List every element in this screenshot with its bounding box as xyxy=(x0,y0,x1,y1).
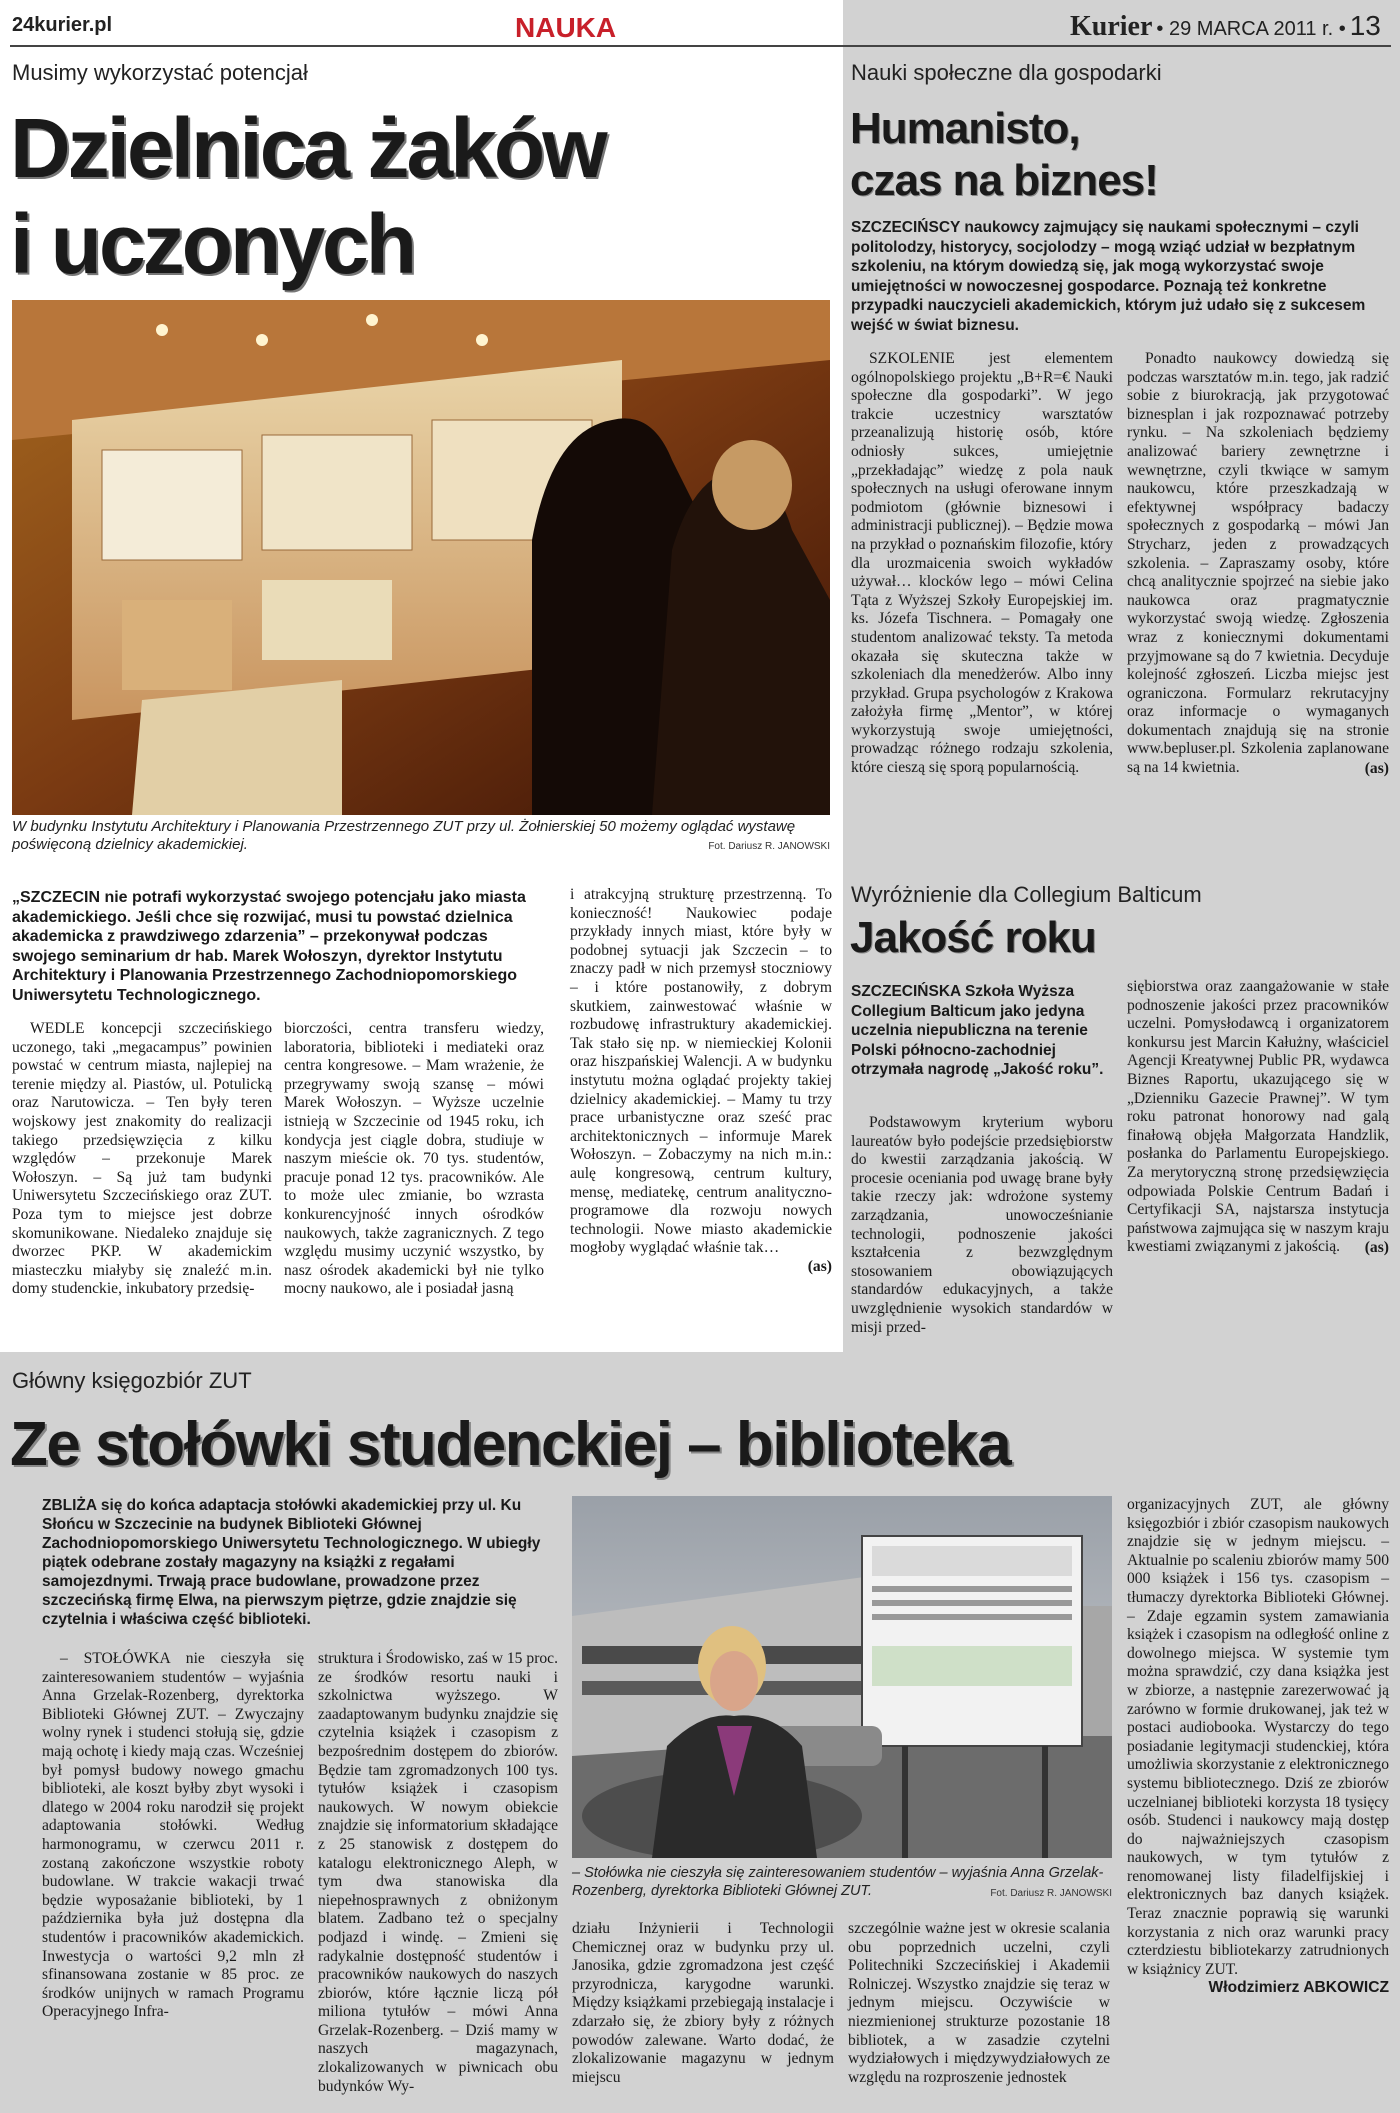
article4-col3 xyxy=(572,1920,834,2087)
article1-col1 xyxy=(12,1020,272,1299)
article4-kicker: Główny księgozbiór ZUT xyxy=(12,1368,252,1393)
page-number: 13 xyxy=(1349,10,1381,41)
library-photo xyxy=(572,1496,1112,1858)
article1-title xyxy=(10,100,605,292)
article3-signature: (as) xyxy=(1364,1238,1389,1256)
article4-col2 xyxy=(318,1650,558,2096)
article1-title-line1: Dzielnica żaków xyxy=(10,101,605,195)
article2-col2-text: Ponadto naukowcy dowiedzą się podczas warsztatów m.in. tego, jak radzić sobie z biurokracją, jak przygotować biznesplan i jak rozpoznawać potrzeby rynku. – Na szkoleniach będziemy analizować bariery zewnętrzne i wewnętrzne, czyli tkwiące w samym naukowcu, które przeszkadzają w efektywnej współpracy badaczy społecznych z gospodarką – mówi Jan Strycharz, jeden z prowadzących szkolenia. – Zapraszamy osoby, które chcą analitycznie spojrzeć na siebie jako naukowca oraz pragmatycznie wykorzystać swoją wiedzę. Zgłoszenia wraz z koniecznymi dokumentami przyjmowane są do 7 kwietnia. Decyduje kolejność zgłoszeń. Liczba miejsc jest ograniczona. Formularz rekrutacyjny oraz informacje o wymaganych dokumentach znajdują się na stronie www.bepluser.pl. Szkolenia zaplanowane są na 14 kwietnia. xyxy=(1127,350,1389,777)
article4-photo-credit: Fot. Dariusz R. JANOWSKI xyxy=(990,1888,1112,1899)
site-url[interactable]: 24kurier.pl xyxy=(12,14,113,36)
article2-col2 xyxy=(1127,350,1389,778)
article1-caption-text: W budynku Instytutu Architektury i Planowania Przestrzennego ZUT przy ul. Żołnierskiej 50 możemy oglądać wystawę poświęconą dzielnicy akademickiej. xyxy=(12,818,796,853)
page-header xyxy=(0,0,1400,54)
article4-photo xyxy=(572,1496,1112,1858)
article1-col3 xyxy=(570,886,832,1276)
section-label: NAUKA xyxy=(515,12,617,43)
article2-lead: SZCZECIŃSCY naukowcy zajmujący się naukami społecznymi – czyli politolodzy, historycy, socjolodzy – mogą wziąć udział w bezpłatnym szkoleniu, na którym dowiedzą się, jak mogą wykorzystać swoje umiejętności w nowoczesnej gospodarce. Poznają też konkretne przypadki nauczycieli akademickich, którym już udało się z sukcesem wejść w świat biznesu. xyxy=(851,219,1366,334)
article4-signature: Włodzimierz ABKOWICZ xyxy=(1208,1979,1389,1997)
article4-col3-text: działu Inżynierii i Technologii Chemicznej oraz w budynku przy ul. Janosika, gdzie zgromadzona jest część przyrodnicza, karygodne warunki. Między książkami przebiegają instalacje i zdarzało się, że zbiory były z różnych powodów zalewane. Warto dodać, że zlokalizowanie magazynu w jednym miejscu xyxy=(572,1920,834,2086)
article4-lead: ZBLIŻA się do końca adaptacja stołówki akademickiej przy ul. Ku Słońcu w Szczecinie na budynek Biblioteki Głównej Zachodniopomorskiego Uniwersytetu Technologicznego. W ubiegły piątek odebrane zostały magazyny na książki z regałami samojezdnymi. Trwają prace budowlane, prowadzone przez szczecińską firmę Elwa, na pierwszym piętrze, gdzie znajdzie się czytelnia i właściwa część biblioteki. xyxy=(42,1497,541,1628)
article1-lead: „SZCZECIN nie potrafi wykorzystać swojego potencjału jako miasta akademickiego. Jeśli chce się rozwijać, musi tu powstać dzielnica akademicka z prawdziwego zdarzenia” – przekonywał podczas swojego seminarium dr hab. Marek Wołoszyn, dyrektor Instytutu Architektury i Planowania Przestrzennego Zachodniopomorskiego Uniwersytetu Technologicznego. xyxy=(12,889,526,1004)
article3-kicker: Wyróżnienie dla Collegium Balticum xyxy=(851,882,1202,907)
article4-col1 xyxy=(42,1650,304,2022)
article1-kicker: Musimy wykorzystać potencjał xyxy=(12,60,308,85)
article1-photo-credit: Fot. Dariusz R. JANOWSKI xyxy=(708,841,830,852)
article4-col4-text: szczególnie ważne jest w okresie scalania obu poprzednich uczelni, czyli Politechniki Szczecińskiej i Akademii Rolniczej. Wszystko znajdzie się teraz w jednym miejscu. Oczywiście w niezmienionej strukturze pozostanie 18 bibliotek, a w zasadzie czytelni wydziałowych i międzywydziałowych ze względu na rozproszenie jednostek xyxy=(848,1920,1110,2086)
article3-lead: SZCZECIŃSKA Szkoła Wyższa Collegium Balticum jako jedyna uczelnia niepubliczna na terenie Polski północno-zachodniej otrzymała nagrodę „Jakość roku”. xyxy=(851,983,1104,1078)
article3-col2-text: siębiorstwa oraz zaangażowanie w stałe podnoszenie jakości przez pracowników uczelni. Pomysłodawcą i organizatorem konkursu jest Marcin Kałużny, właściciel Agencji Kreatywnej Public PR, wydawca Biznes Raportu, ukazującego się w „Dzienniku Gazecie Prawnej”. W tym roku patronat honorowy nad galą finałową objęła Małgorzata Handzlik, posłanka do Parlamentu Europejskiego. Za merytoryczną stronę przedsięwzięcia odpowiada Polskie Centrum Badań i Certyfikacji SA, najstarsza instytucja państwowa zajmująca się w naszym kraju kwestiami związanymi z jakością. xyxy=(1127,978,1389,1256)
article2-kicker: Nauki społeczne dla gospodarki xyxy=(851,60,1162,85)
article2-title-line1: Humanisto, xyxy=(850,104,1080,153)
exhibition-photo xyxy=(12,300,830,815)
article3-title: Jakość roku xyxy=(850,913,1096,962)
article1-title-line2: i uczonych xyxy=(10,197,415,291)
article4-caption-text: – Stołówka nie cieszyła się zainteresowaniem studentów – wyjaśnia Anna Grzelak-Rozenberg, dyrektorka Biblioteki Głównej ZUT. xyxy=(572,1865,1104,1899)
article4-col4 xyxy=(848,1920,1110,2087)
article1-col2 xyxy=(284,1020,544,1299)
article4-col2-text: struktura i Środowisko, zaś w 15 proc. ze środków resortu nauki i szkolnictwa wyższego. W zaadaptowanym budynku znajdzie się czytelnia książek i czasopism z bezpośrednim dostępem do zbiorów. Będzie tam zgromadzonych 100 tys. tytułów książek i czasopism naukowych. W nowym obiekcie znajdzie się informatorium składające z 25 stanowisk z dostępem do katalogu elektronicznego Aleph, w tym dwa stanowiska dla niepełnosprawnych z obniżonym blatem. Zadbano też o specjalny podjazd i windę. – Zmieni się radykalnie dostępność studentów i pracowników naukowych do naszych zbiorów, które łącznie liczą pół miliona tytułów – mówi Anna Grzelak-Rozenberg. – Dziś mamy w naszych magazynach, zlokalizowanych w piwnicach obu budynków Wy- xyxy=(318,1650,558,2095)
masthead xyxy=(1070,10,1381,43)
issue-date: • 29 MARCA 2011 r. • xyxy=(1156,18,1346,40)
article1-photo-caption xyxy=(12,818,830,856)
article1-col1-text: WEDLE koncepcji szczecińskiego uczonego, taki „megacampus” powinien powstać w centrum miasta, najlepiej na terenie między al. Piastów, ul. Potulicką oraz Narutowicza. – Ten były teren wojskowy jest znakomity do realizacji takiego przedsięwzięcia z kilku względów – przekonuje Marek Wołoszyn. – Są już tam budynki Uniwersytetu Szczecińskiego oraz ZUT. Poza tym to miejsce jest dobrze skomunikowane. Niedaleko znajduje się dworzec PKP. W akademickim miasteczku miałyby się znaleźć m.in. domy studenckie, inkubatory przedsię- xyxy=(12,1020,272,1298)
article4-photo-caption xyxy=(572,1864,1112,1903)
article4-col5-text: organizacyjnych ZUT, ale główny księgozbiór i zbiór czasopism naukowych znajdzie się w jednym miejscu. – Aktualnie po scaleniu zbiorów mamy 500 000 książek i 156 tys. czasopism – tłumaczy dyrektorka Biblioteki Głównej. – Zdaje egzamin system zamawiania książek i czasopism na odległość online z dowolnego miejsca. W systemie tym można sprawdzić, czy dana książka jest w zbiorze, a następnie zarezerwować ją zarówno w formie drukowanej, jak też w postaci audiobooka. Wystarczy do tego posiadanie legitymacji studenckiej, która umożliwia skorzystanie z elektronicznego systemu bibliotecznego. Dziś ze zbiorów uczelnianej biblioteki korzysta 18 tysięcy osób. Studenci i naukowcy mają dostęp do najważniejszych czasopism naukowych, w tym tytułów z renomowanej listy filadelfijskiej i elektronicznych baz danych książek. Teraz znacznie poprawią się warunki korzystania z nich oraz warunki pracy czterdziestu bibliotekarzy zatrudnionych w książnicy ZUT. xyxy=(1127,1496,1389,1978)
paper-name: Kurier xyxy=(1070,11,1153,42)
article1-photo xyxy=(12,300,830,815)
header-rule-right xyxy=(843,45,1391,47)
article2-col1 xyxy=(851,350,1113,778)
article4-col5 xyxy=(1127,1496,1389,1998)
article2-signature: (as) xyxy=(1364,759,1389,777)
article2-title-line2: czas na biznes! xyxy=(850,156,1158,205)
article1-col2-text: biorczości, centra transferu wiedzy, laboratoria, biblioteki i mediateki oraz centra kongresowe. – Mam wrażenie, że przegrywamy swoją szansę – mówi Marek Wołoszyn. – Wyższe uczelnie istnieją w Szczecinie od 1945 roku, ich kondycja jest ciągle dobra, studiuje w naszym mieście ok. 70 tys. studentów, pracuje ponad 12 tys. pracowników. Ale to może ulec zmianie, bo wzrasta konkurencyjność innych ośrodków naukowych, także zagranicznych. Z tego względu musimy uczynić wszystko, by nasz ośrodek akademicki był nie tylko mocny naukowo, ale i posiadał jasną xyxy=(284,1020,544,1298)
article2-col1-text: SZKOLENIE jest elementem ogólnopolskiego projektu „B+R=€ Nauki społeczne dla gospodarki”. W jego trakcie uczestnicy warsztatów przeanalizują historię osób, które odniosły sukces, umiejętnie „przekładając” wiedzę z pola nauk społecznych na usługi oferowane innym podmiotom (głównie biznesowi i administracji publicznej). – Będzie mowa na przykład o poznańskim filozofie, który dla urozmaicenia swoich wykładów używał… klocków lego – mówi Celina Tąta z Wyższej Szkoły Europejskiej im. ks. Józefa Tischnera. – Pomagały one studentom analizować teksty. Ta metoda okazała się skuteczna także w szkoleniach dla menedżerów. Albo inny przykład. Grupa psychologów z Krakowa założyła firmę „Mentor”, w której wykorzystują swoje umiejętności, prowadząc różnego rodzaju szkolenia, które cieszą się sporą popularnością. xyxy=(851,350,1113,777)
article4-title: Ze stołówki studenckiej – biblioteka xyxy=(10,1410,1011,1479)
article1-signature: (as) xyxy=(807,1257,832,1275)
article3-col2 xyxy=(1127,978,1389,1258)
article2-title xyxy=(850,103,1158,207)
article1-col3-text: i atrakcyjną strukturę przestrzenną. To konieczność! Naukowiec podaje przykłady innych miast, które były w podobnej sytuacji jak Szczecin – to znaczy padł w nich przemysł stoczniowy – i które postanowiły, z dobrym skutkiem, zainwestować właśnie w rozbudowę infrastruktury akademickiej. Tak stało się np. w niemieckiej Kolonii oraz hiszpańskiej Walencji. A w budynku instytutu można oglądać projekty takiej dzielnicy akademickiej. – Mamy tu trzy prace urbanistyczne oraz sześć prac architektonicznych – informuje Marek Wołoszyn. – Zobaczymy na nich m.in.: aulę kongresową, centrum kultury, mensę, mediatekę, centrum analityczno-programowe dla rozwoju nowych technologii. Nowe miasto akademickie mogłoby wyglądać właśnie tak… xyxy=(570,886,832,1257)
article4-col1-text: – STOŁÓWKA nie cieszyła się zainteresowaniem studentów – wyjaśnia Anna Grzelak-Rozenberg, dyrektorka Biblioteki Głównej ZUT. – Zwyczajny wolny rynek i studenci stołują się, gdzie mają ochotę i kiedy mają czas. Wcześniej był pomysł budowy nowego gmachu biblioteki, ale koszt byłby zbyt wysoki i dlatego w 2004 roku narodził się projekt adaptowania stołówki. Według harmonogramu, w czerwcu 2011 r. zostaną zakończone wszystkie roboty budowlane. W trakcie wakacji trwać będzie wyposażanie biblioteki, by 1 października była już dostępna dla studentów i pracowników akademickich. Inwestycja o wartości 9,2 mln zł sfinansowana zostanie w 85 proc. ze środków unijnych w ramach Programu Operacyjnego Infra- xyxy=(42,1650,304,2021)
article3-col1 xyxy=(851,1114,1113,1337)
header-rule-left xyxy=(10,45,843,47)
article3-col1-text: Podstawowym kryterium wyboru laureatów było podejście przedsiębiorstw do kwestii zarządzania jakością. W procesie oceniania pod uwagę brane były takie rzeczy jak: wdrożone systemy zarządzania, unowocześnianie technologii, podnoszenie jakości kształcenia z bezwzględnym stosowaniem obowiązujących standardów edukacyjnych, a także uwzględnienie wysokich standardów w misji przed- xyxy=(851,1114,1113,1336)
